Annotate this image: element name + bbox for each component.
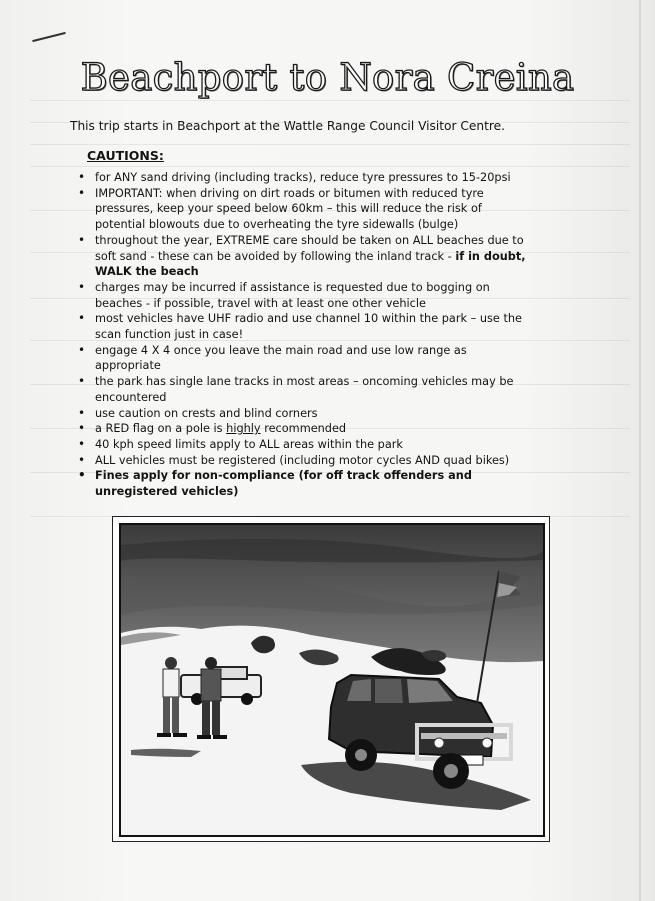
page-title: Beachport to Nora Creina xyxy=(80,56,575,99)
beach-4wd-photo xyxy=(119,523,545,837)
caution-item-text: a RED flag on a pole is xyxy=(95,422,227,436)
intro-text: This trip starts in Beachport at the Wattle Range Council Visitor Centre. xyxy=(70,119,506,133)
caution-item: • IMPORTANT: when driving on dirt roads or bitumen with reduced tyre pressures, keep your speed below 60km – this will reduce the risk of potential blowouts due to overheating the tyre sidewalls (bulge) xyxy=(76,186,526,233)
cautions-list xyxy=(76,170,526,500)
pen-mark xyxy=(32,32,65,42)
cautions-heading: CAUTIONS: xyxy=(87,148,164,163)
caution-item: • for ANY sand driving (including tracks), reduce tyre pressures to 15-20psi xyxy=(76,170,526,186)
caution-item-text: throughout the year, EXTREME care should be taken on ALL beaches due to soft sand - these can be avoided by following the inland track - xyxy=(95,233,524,263)
caution-item: • charges may be incurred if assistance is requested due to bogging on beaches - if possible, travel with at least one other vehicle xyxy=(76,280,526,311)
photo-frame xyxy=(112,516,550,842)
caution-item-text: recommended xyxy=(260,422,347,436)
caution-item: • 40 kph speed limits apply to ALL areas within the park xyxy=(76,437,526,453)
caution-item: • the park has single lane tracks in most areas – oncoming vehicles may be encountered xyxy=(76,374,526,405)
caution-item: • engage 4 X 4 once you leave the main road and use low range as appropriate xyxy=(76,343,526,374)
caution-item: • most vehicles have UHF radio and use channel 10 within the park – use the scan function just in case! xyxy=(76,311,526,342)
page-edge-shadow xyxy=(639,0,641,901)
caution-item: • use caution on crests and blind corners xyxy=(76,406,526,422)
caution-item-fines: • Fines apply for non-compliance (for off track offenders and unregistered vehicles) xyxy=(76,468,526,499)
caution-item xyxy=(76,233,526,280)
caution-item xyxy=(76,421,526,437)
caution-item-emphasis: if in doubt, WALK the beach xyxy=(95,249,526,279)
caution-item: • ALL vehicles must be registered (including motor cycles AND quad bikes) xyxy=(76,453,526,469)
caution-item-underlined: highly xyxy=(226,422,261,436)
photo-4wd-on-sand-dunes-icon xyxy=(121,525,543,835)
